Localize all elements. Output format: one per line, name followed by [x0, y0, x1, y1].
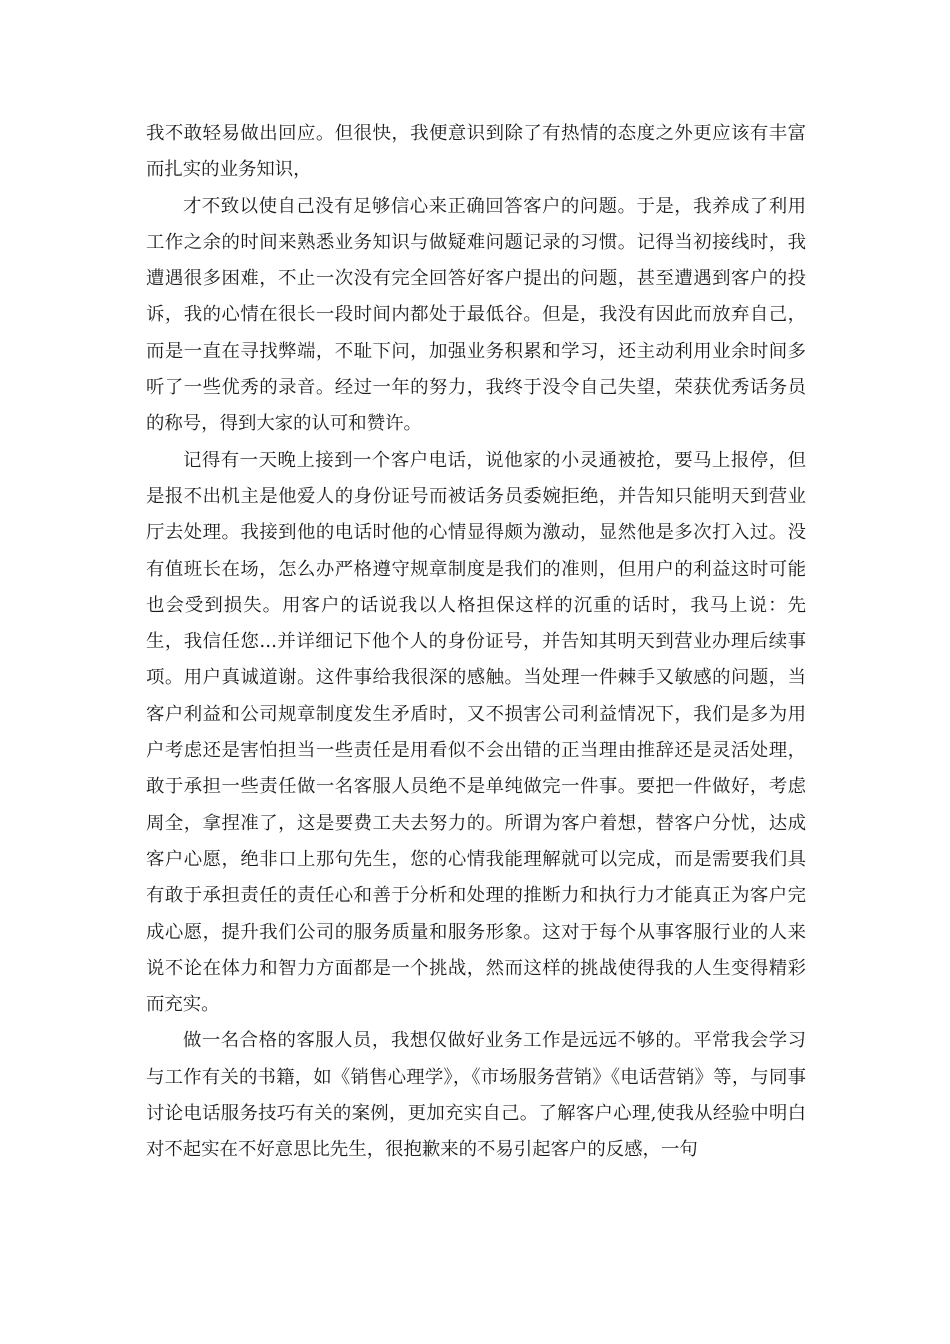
- paragraph-4: 做一名合格的客服人员，我想仅做好业务工作是远远不够的。平常我会学习与工作有关的书籍，如《销售心理学》，《市场服务营销》《电话营销》等，与同事讨论电话服务技巧有关的案例，更加充实自己。了解客户心理,使我从经验中明白对不起实在不好意思比先生，很抱歉来的不易引起客户的反感，一句: [146, 1030, 806, 1161]
- paragraph-1: 我不敢轻易做出回应。但很快，我便意识到除了有热情的态度之外更应该有丰富而扎实的业务知识，: [146, 123, 806, 181]
- document-body: [146, 116, 806, 1169]
- paragraph-2: 才不致以使自己没有足够信心来正确回答客户的问题。于是，我养成了利用工作之余的时间来熟悉业务知识与做疑难问题记录的习惯。记得当初接线时，我遭遇很多困难，不止一次没有完全回答好客户提出的问题，甚至遭遇到客户的投诉，我的心情在很长一段时间内都处于最低谷。但是，我没有因此而放弃自己，而是一直在寻找弊端，不耻下问，加强业务积累和学习，还主动利用业余时间多听了一些优秀的录音。经过一年的努力，我终于没令自己失望，荣获优秀话务员的称号，得到大家的认可和赞许。: [146, 195, 806, 435]
- paragraph-3: 记得有一天晚上接到一个客户电话，说他家的小灵通被抢，要马上报停，但是报不出机主是他爱人的身份证号而被话务员委婉拒绝，并告知只能明天到营业厅去处理。我接到他的电话时他的心情显得颇为激动，显然他是多次打入过。没有值班长在场，怎么办严格遵守规章制度是我们的准则，但用户的利益这时可能也会受到损失。用客户的话说我以人格担保这样的沉重的话时，我马上说：先生，我信任您...并详细记下他个人的身份证号，并告知其明天到营业办理后续事项。用户真诚道谢。这件事给我很深的感触。当处理一件棘手又敏感的问题，当客户利益和公司规章制度发生矛盾时，又不损害公司利益情况下，我们是多为用户考虑还是害怕担当一些责任是用看似不会出错的正当理由推辞还是灵活处理，敢于承担一些责任做一名客服人员绝不是单纯做完一件事。要把一件做好，考虑周全，拿捏准了，这是要费工夫去努力的。所谓为客户着想，替客户分忧，达成客户心愿，绝非口上那句先生，您的心情我能理解就可以完成，而是需要我们具有敢于承担责任的责任心和善于分析和处理的推断力和执行力才能真正为客户完成心愿，提升我们公司的服务质量和服务形象。这对于每个从事客服行业的人来说不论在体力和智力方面都是一个挑战，然而这样的挑战使得我的人生变得精彩而充实。: [146, 449, 806, 1016]
